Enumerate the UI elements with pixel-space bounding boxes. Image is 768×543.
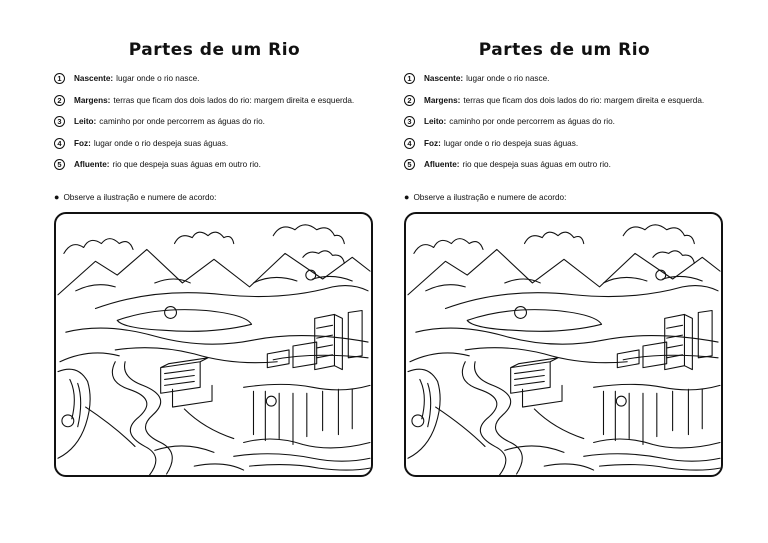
definition-item xyxy=(54,68,384,90)
item-term: Foz: xyxy=(74,138,91,148)
item-number-badge: 4 xyxy=(54,138,65,149)
item-number-badge: 1 xyxy=(54,73,65,84)
item-definition: terras que ficam dos dois lados do rio: margem direita e esquerda. xyxy=(113,95,355,105)
item-number-badge: 1 xyxy=(404,73,415,84)
instruction xyxy=(54,192,216,202)
item-definition: rio que despeja suas águas em outro rio. xyxy=(462,160,611,170)
bullet-icon: ● xyxy=(404,192,410,202)
item-definition: caminho por onde percorrem as águas do rio. xyxy=(449,117,615,127)
item-definition: lugar onde o rio despeja suas águas. xyxy=(443,138,579,148)
item-term: Afluente: xyxy=(424,160,460,170)
river-landscape-drawing xyxy=(406,214,721,475)
item-number-badge: 4 xyxy=(404,138,415,149)
definition-item xyxy=(54,154,384,176)
river-illustration xyxy=(404,212,723,477)
definition-item xyxy=(54,90,384,112)
item-term: Leito: xyxy=(424,117,447,127)
item-term: Nascente: xyxy=(74,74,114,84)
item-definition: lugar onde o rio despeja suas águas. xyxy=(93,138,229,148)
definition-item xyxy=(404,68,734,90)
item-definition: caminho por onde percorrem as águas do rio. xyxy=(99,117,265,127)
instruction-text: Observe a ilustração e numere de acordo: xyxy=(63,193,217,202)
item-definition: lugar onde o rio nasce. xyxy=(116,74,200,84)
worksheet xyxy=(42,0,387,543)
item-term: Foz: xyxy=(424,138,441,148)
bullet-icon: ● xyxy=(54,192,60,202)
instruction xyxy=(404,192,566,202)
item-term: Leito: xyxy=(74,117,97,127)
item-definition: rio que despeja suas águas em outro rio. xyxy=(112,160,261,170)
item-term: Nascente: xyxy=(424,74,464,84)
definition-list xyxy=(54,68,384,176)
item-number-badge: 5 xyxy=(54,159,65,170)
worksheet xyxy=(392,0,737,543)
definition-item xyxy=(404,111,734,133)
definition-item xyxy=(404,133,734,155)
item-term: Margens: xyxy=(74,95,111,105)
river-illustration xyxy=(54,212,373,477)
item-definition: terras que ficam dos dois lados do rio: margem direita e esquerda. xyxy=(463,95,705,105)
definition-item xyxy=(54,133,384,155)
item-number-badge: 2 xyxy=(54,95,65,106)
river-landscape-drawing xyxy=(56,214,371,475)
definition-list xyxy=(404,68,734,176)
item-number-badge: 3 xyxy=(404,116,415,127)
worksheet-title: Partes de um Rio xyxy=(478,40,651,60)
item-number-badge: 2 xyxy=(404,95,415,106)
definition-item xyxy=(404,90,734,112)
worksheet-title: Partes de um Rio xyxy=(128,40,301,60)
item-term: Margens: xyxy=(424,95,461,105)
definition-item xyxy=(54,111,384,133)
item-number-badge: 5 xyxy=(404,159,415,170)
definition-item xyxy=(404,154,734,176)
item-definition: lugar onde o rio nasce. xyxy=(466,74,550,84)
instruction-text: Observe a ilustração e numere de acordo: xyxy=(413,193,567,202)
item-number-badge: 3 xyxy=(54,116,65,127)
item-term: Afluente: xyxy=(74,160,110,170)
